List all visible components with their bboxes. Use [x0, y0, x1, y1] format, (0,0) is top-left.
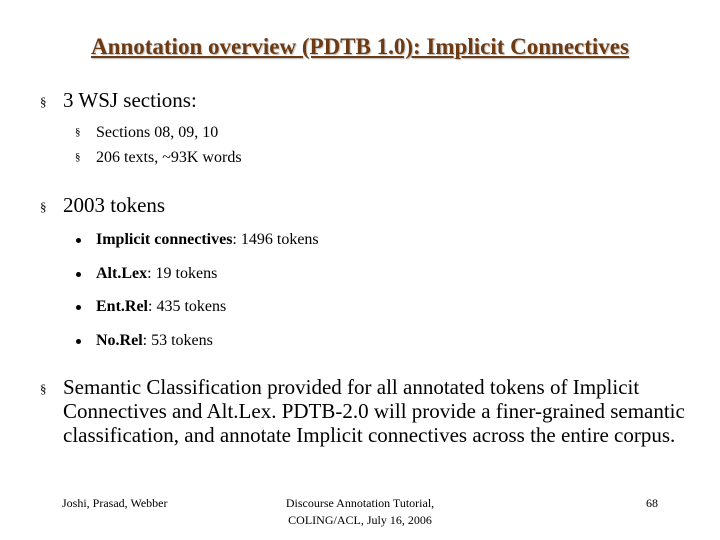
round-bullet-icon [76, 272, 81, 277]
footer-venue [240, 495, 480, 529]
footer-venue-line: COLING/ACL, July 16, 2006 [288, 513, 432, 527]
token-item [96, 265, 217, 283]
square-bullet-icon: § [40, 94, 47, 109]
token-label: Implicit connectives [96, 231, 233, 248]
footer-venue-line: Discourse Annotation Tutorial, [285, 496, 435, 510]
token-value: : 19 tokens [147, 265, 218, 282]
round-bullet-icon [76, 238, 81, 243]
square-bullet-icon: § [75, 151, 81, 163]
token-value: : 53 tokens [142, 332, 213, 349]
token-value: : 1496 tokens [232, 231, 319, 248]
token-label: Alt.Lex [96, 265, 148, 282]
token-item [96, 332, 213, 350]
footer-authors: Joshi, Prasad, Webber [62, 496, 168, 510]
square-bullet-icon: § [75, 126, 81, 138]
square-bullet-icon: § [40, 199, 47, 214]
token-item [96, 298, 226, 316]
tokens-heading: 2003 tokens [63, 193, 166, 217]
square-bullet-icon: § [40, 381, 47, 396]
sections-heading: 3 WSJ sections: [63, 88, 197, 112]
token-value: : 435 tokens [148, 298, 227, 315]
token-item [96, 231, 319, 249]
round-bullet-icon [76, 305, 81, 310]
round-bullet-icon [76, 339, 81, 344]
sections-item: 206 texts, ~93K words [96, 149, 242, 166]
slide-title: Annotation overview (PDTB 1.0): Implicit Connectives [91, 34, 629, 59]
sections-item: Sections 08, 09, 10 [96, 124, 219, 141]
page-number: 68 [646, 496, 658, 510]
classification-paragraph: Semantic Classification provided for all annotated tokens of Implicit Connectives and Alt.Lex. PDTB-2.0 will provide a finer-grained semantic classification, and annotate Implicit connectives across the entire corpus. [63, 375, 685, 447]
token-label: No.Rel [96, 332, 143, 349]
token-label: Ent.Rel [96, 298, 148, 315]
